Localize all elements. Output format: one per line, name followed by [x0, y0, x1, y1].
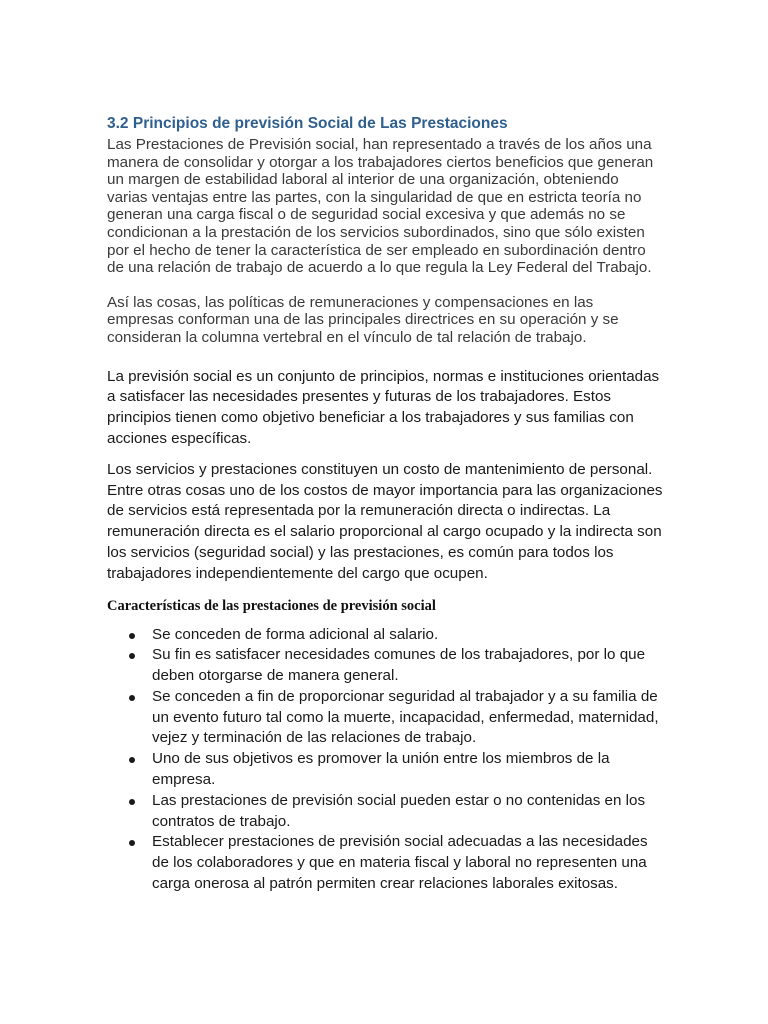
bullet-icon	[129, 840, 135, 846]
list-item	[107, 625, 663, 646]
list-item	[107, 791, 663, 833]
list-item	[107, 687, 663, 749]
subheading: Características de las prestaciones de previsión social	[107, 597, 436, 614]
intro-paragraph: Las Prestaciones de Previsión social, han representado a través de los años una manera de consolidar y otorgar a los trabajadores ciertos beneficios que generan un margen de estabilidad laboral al interior de una organización, obteniendo varias ventajas entre las partes, con la singularidad de que en estricta teoría no generan una carga fiscal o de seguridad social excesiva y que además no se condicionan a la prestación de los servicios subordinados, sino que sólo existen por el hecho de tener la característica de ser empleado en subordinación dentro de una relación de trabajo de acuerdo a lo que regula la Ley Federal del Trabajo.	[107, 136, 654, 277]
list-item-text: Su fin es satisfacer necesidades comunes de los trabajadores, por lo que deben otorgarse de manera general.	[152, 646, 646, 685]
list-item-text: Se conceden de forma adicional al salario.	[152, 625, 439, 643]
section-title: 3.2 Principios de previsión Social de Las Prestaciones	[107, 115, 508, 132]
bullet-icon	[129, 799, 135, 805]
bullet-icon	[129, 757, 135, 763]
body-paragraph: Los servicios y prestaciones constituyen un costo de mantenimiento de personal. Entre otras cosas uno de los costos de mayor importancia para las organizaciones de servicios está representada por la remuneración directa o indirectas. La remuneración directa es el salario proporcional al cargo ocupado y la indirecta son los servicios (seguridad social) y las prestaciones, es común para todos los trabajadores independientemente del cargo que ocupen.	[107, 460, 663, 582]
list-item-text: Establecer prestaciones de previsión social adecuadas a las necesidades de los colaboradores y que en materia fiscal y laboral no representen una carga onerosa al patrón permiten crear relaciones laborales exitosas.	[152, 833, 648, 893]
body-paragraph: La previsión social es un conjunto de principios, normas e instituciones orientadas a satisfacer las necesidades presentes y futuras de los trabajadores. Estos principios tienen como objetivo beneficiar a los trabajadores y sus familias con acciones específicas.	[107, 367, 660, 447]
bullet-icon	[129, 653, 135, 659]
list-item-text: Uno de sus objetivos es promover la unión entre los miembros de la empresa.	[152, 750, 610, 789]
list-item	[107, 749, 663, 791]
list-item-text: Se conceden a fin de proporcionar seguridad al trabajador y a su familia de un evento futuro tal como la muerte, incapacidad, enfermedad, maternidad, vejez y terminación de las relaciones de trabajo.	[152, 687, 659, 747]
bullet-icon	[129, 633, 135, 639]
intro-paragraph: Así las cosas, las políticas de remuneraciones y compensaciones en las empresas conforman una de las principales directrices en su operación y se consideran la columna vertebral en el vínculo de tal relación de trabajo.	[107, 293, 619, 346]
list-item	[107, 645, 663, 687]
bullet-list	[107, 625, 663, 895]
list-item-text: Las prestaciones de previsión social pueden estar o no contenidas en los contratos de trabajo.	[152, 791, 646, 830]
bullet-icon	[129, 695, 135, 701]
list-item	[107, 832, 663, 894]
document-page	[107, 114, 663, 895]
